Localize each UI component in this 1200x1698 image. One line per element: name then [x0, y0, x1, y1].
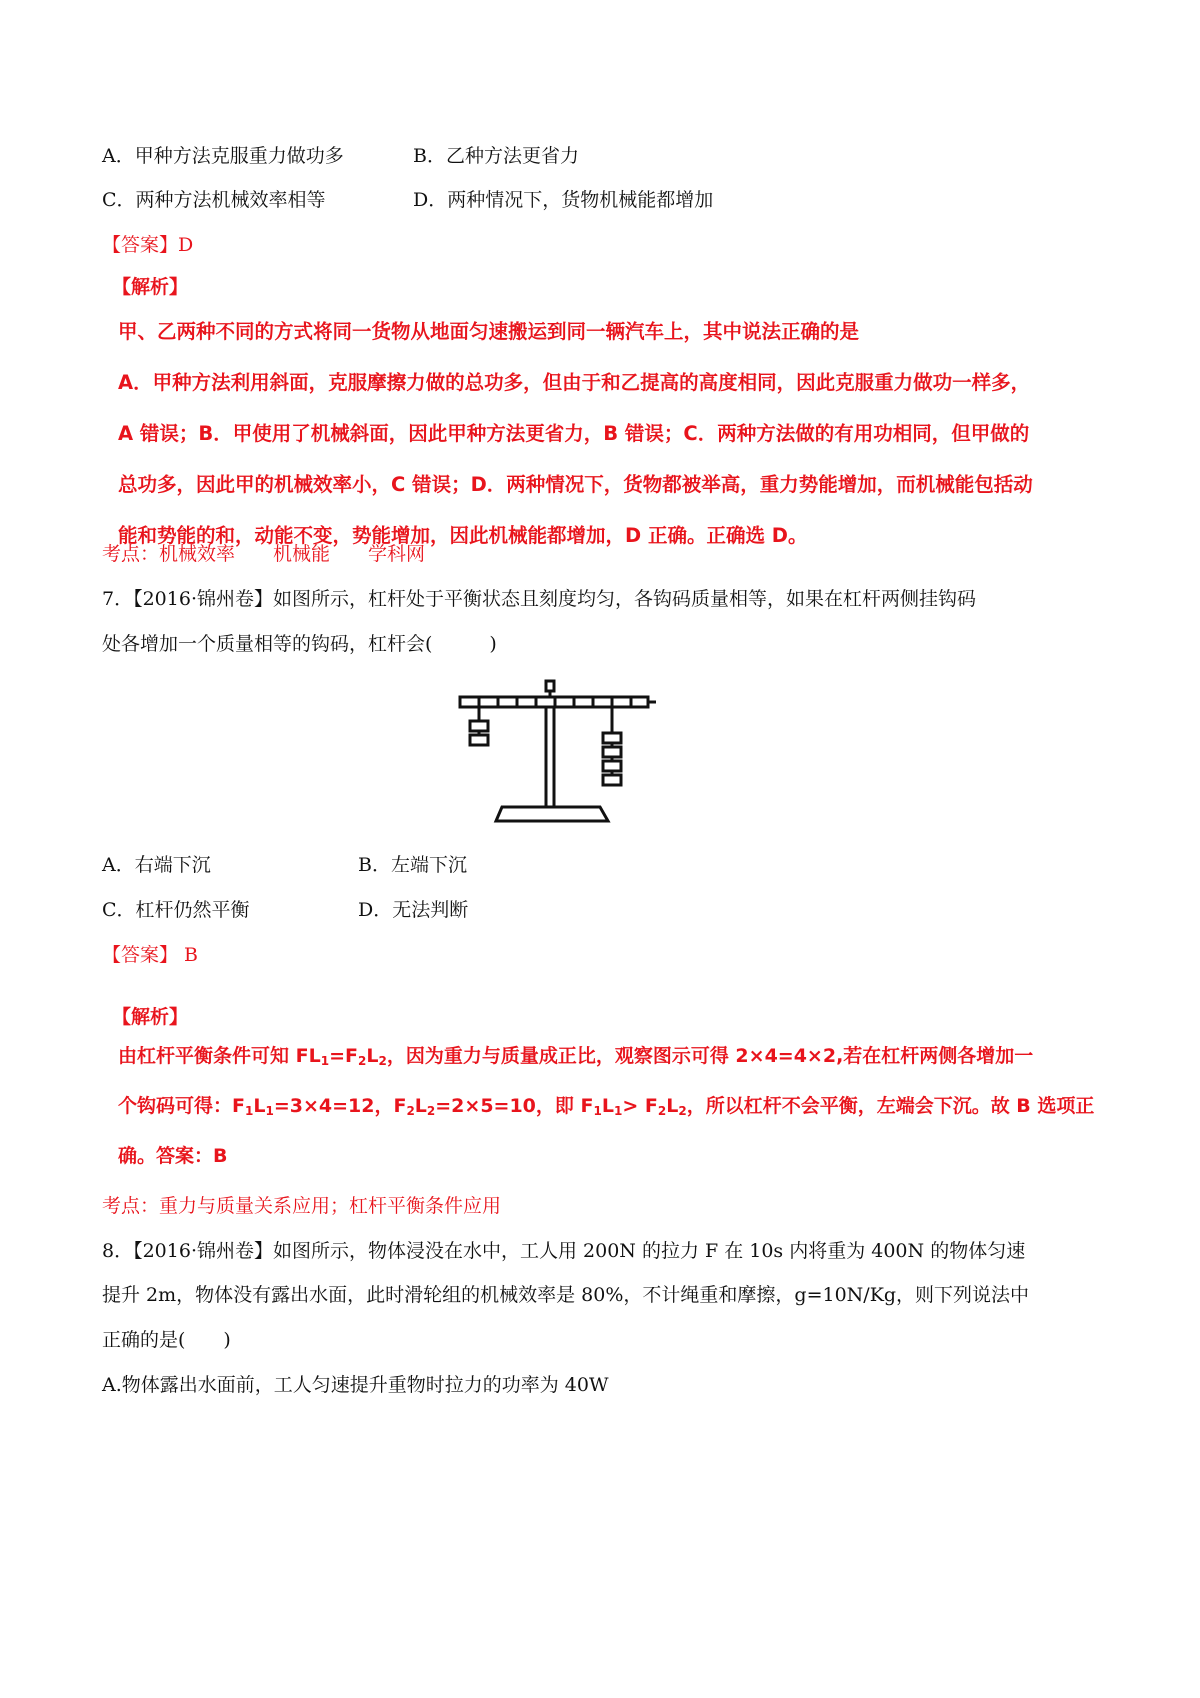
q6-answer: 【答案】D — [102, 234, 194, 256]
weight-left-2 — [470, 735, 488, 745]
weight-right-3 — [603, 761, 621, 771]
q7-analysis-label: 【解析】 — [112, 1006, 189, 1028]
q7-stem-line2: 处各增加一个质量相等的钩码，杠杆会( ) — [102, 633, 497, 655]
q7-analysis-line2: 个钩码可得：$F_1L_1=3\times 4=12$，$F_2L_2=2\times 5=10$，即 $F_1L_1> F_2L_2$，所以杠杆不会平衡，左端会下沉。故 B 选项正 — [118, 1095, 1095, 1118]
lever-figure — [450, 675, 660, 835]
q7-analysis-text — [118, 1034, 1128, 1179]
q6-keypoints: 考点：机械效率 机械能 学科网 — [102, 543, 426, 565]
q7-option-c: C．杠杆仍然平衡 — [102, 899, 250, 921]
q7-analysis-line1: 由杠杆平衡条件可知 $FL_1=F_2L_2$，因为重力与质量成正比，观察图示可得 2×4=4×2,若在杠杆两侧各增加一 — [118, 1045, 1034, 1068]
q6-analysis-line: 总功多，因此甲的机械效率小，C 错误；D．两种情况下，货物都被举高，重力势能增加，而机械能包括动 — [118, 473, 1033, 496]
q7-option-a: A．右端下沉 — [102, 854, 211, 876]
weight-right-2 — [603, 747, 621, 757]
q6-analysis-label: 【解析】 — [112, 276, 189, 298]
stand-base — [496, 807, 608, 821]
q6-option-a: A．甲种方法克服重力做功多 — [102, 145, 344, 167]
q7-option-d: D．无法判断 — [358, 899, 469, 921]
q6-option-c: C．两种方法机械效率相等 — [102, 189, 326, 211]
weight-left-1 — [470, 721, 488, 731]
q8-stem-line3: 正确的是( ) — [102, 1329, 231, 1351]
pivot-knob — [546, 681, 554, 691]
q6-analysis-line: A．甲种方法利用斜面，克服摩擦力做的总功多，但由于和乙提高的高度相同，因此克服重力做功一样多， — [118, 371, 1031, 394]
q6-analysis-line: 甲、乙两种不同的方式将同一货物从地面匀速搬运到同一辆汽车上，其中说法正确的是 — [118, 320, 860, 343]
q6-analysis-line: 能和势能的和，动能不变，势能增加，因此机械能都增加，D 正确。正确选 D。 — [118, 524, 808, 547]
q6-analysis-line: A 错误；B．甲使用了机械斜面，因此甲种方法更省力，B 错误；C．两种方法做的有用功相同，但甲做的 — [118, 422, 1030, 445]
q7-analysis-line3: 确。答案：B — [118, 1145, 228, 1167]
q6-option-d: D．两种情况下，货物机械能都增加 — [413, 189, 714, 211]
q8-option-a: A.物体露出水面前，工人匀速提升重物时拉力的功率为 40W — [102, 1374, 609, 1396]
q8-stem-line1: 8．【2016·锦州卷】如图所示，物体浸没在水中，工人用 200N 的拉力 F 在 10s 内将重为 400N 的物体匀速 — [102, 1240, 1026, 1262]
q7-option-b: B．左端下沉 — [358, 854, 467, 876]
q7-answer: 【答案】 B — [102, 944, 199, 966]
weight-right-1 — [603, 733, 621, 743]
q6-option-b: B．乙种方法更省力 — [413, 145, 579, 167]
weight-right-4 — [603, 775, 621, 785]
q7-stem-line1: 7．【2016·锦州卷】如图所示，杠杆处于平衡状态且刻度均匀，各钩码质量相等，如果在杠杆两侧挂钩码 — [102, 588, 976, 610]
q8-stem-line2: 提升 2m，物体没有露出水面，此时滑轮组的机械效率是 80%，不计绳重和摩擦，g=10N/Kg，则下列说法中 — [102, 1284, 1030, 1306]
q7-keypoints: 考点：重力与质量关系应用；杠杆平衡条件应用 — [102, 1195, 502, 1217]
q6-analysis-text — [118, 306, 1118, 561]
